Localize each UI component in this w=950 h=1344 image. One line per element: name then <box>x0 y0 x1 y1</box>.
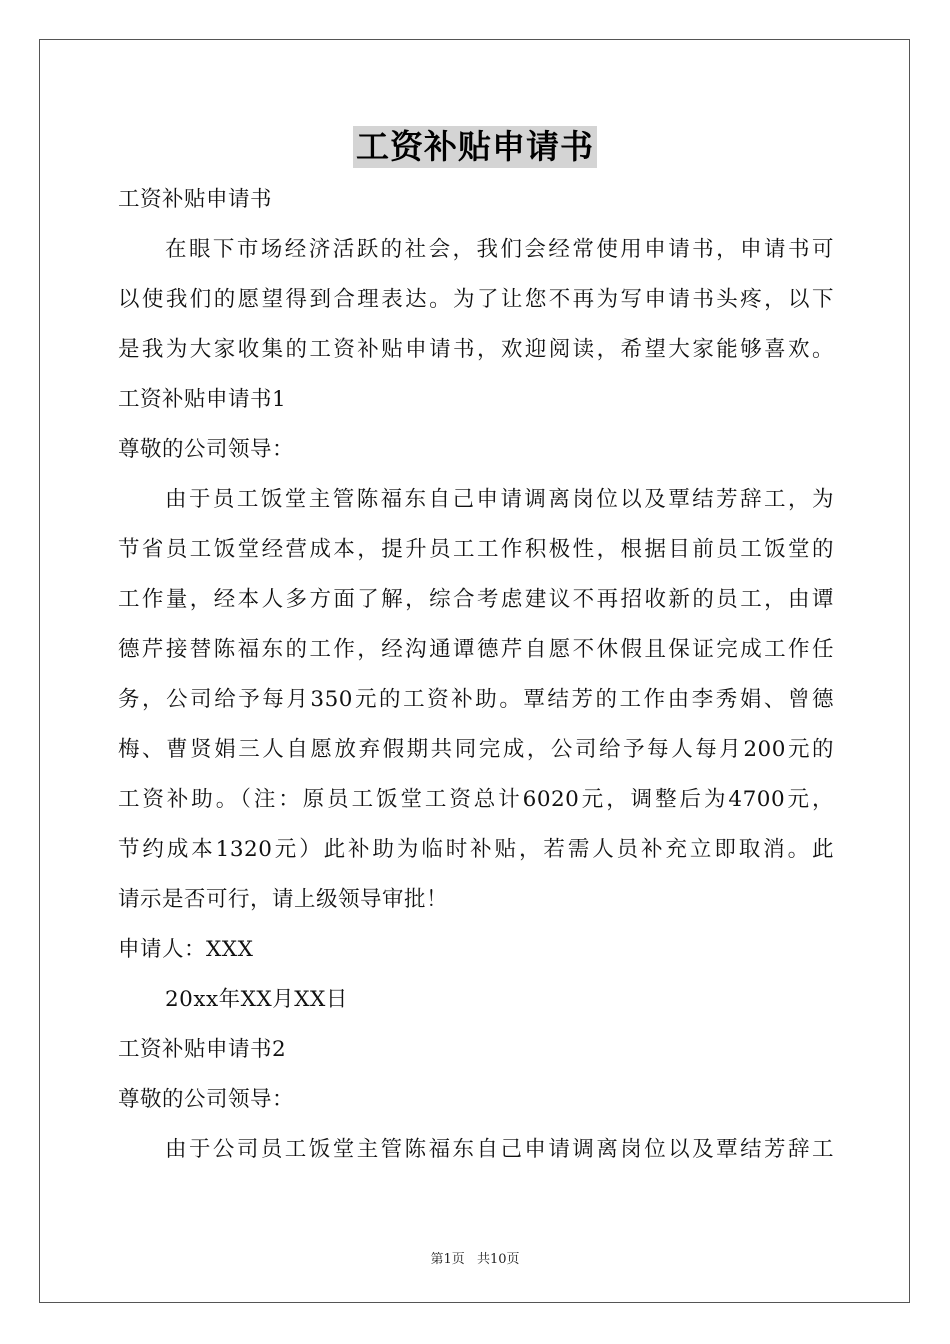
text-line: 德芹接替陈福东的工作，经沟通谭德芹自愿不休假且保证完成工作任 <box>118 637 834 662</box>
text-line: 是我为大家收集的工资补贴申请书，欢迎阅读，希望大家能够喜欢。 <box>118 337 834 362</box>
text-line: 工资补贴申请书 <box>118 187 273 212</box>
text-line: 节省员工饭堂经营成本，提升员工工作积极性，根据目前员工饭堂的 <box>118 537 834 562</box>
text-line: 在眼下市场经济活跃的社会，我们会经常使用申请书，申请书可 <box>165 237 834 262</box>
text-line: 工资补贴申请书2 <box>118 1037 287 1062</box>
text-line: 申请人：XXX <box>118 937 254 962</box>
text-line: 20xx年XX月XX日 <box>165 987 348 1012</box>
title-container <box>0 126 950 168</box>
page-number: 第1页 <box>430 1252 465 1267</box>
text-line: 由于公司员工饭堂主管陈福东自己申请调离岗位以及覃结芳辞工 <box>165 1137 834 1162</box>
text-line: 梅、曹贤娟三人自愿放弃假期共同完成，公司给予每人每月200元的 <box>118 737 834 762</box>
text-line: 工资补助。（注：原员工饭堂工资总计6020元，调整后为4700元， <box>118 787 834 812</box>
text-line: 尊敬的公司领导： <box>118 1087 295 1112</box>
document-title: 工资补贴申请书 <box>353 126 597 168</box>
text-line: 由于员工饭堂主管陈福东自己申请调离岗位以及覃结芳辞工，为 <box>165 487 834 512</box>
page-footer <box>0 1248 950 1267</box>
text-line: 节约成本1320元）此补助为临时补贴，若需人员补充立即取消。此 <box>118 837 834 862</box>
page-total: 共10页 <box>476 1252 520 1267</box>
text-line: 尊敬的公司领导： <box>118 437 295 462</box>
text-line: 请示是否可行，请上级领导审批！ <box>118 887 449 912</box>
text-line: 工作量，经本人多方面了解，综合考虑建议不再招收新的员工，由谭 <box>118 587 834 612</box>
text-line: 务，公司给予每月350元的工资补助。覃结芳的工作由李秀娟、曾德 <box>118 687 834 712</box>
text-line: 工资补贴申请书1 <box>118 387 287 412</box>
document-body <box>118 175 834 1175</box>
text-line: 以使我们的愿望得到合理表达。为了让您不再为写申请书头疼，以下 <box>118 287 834 312</box>
